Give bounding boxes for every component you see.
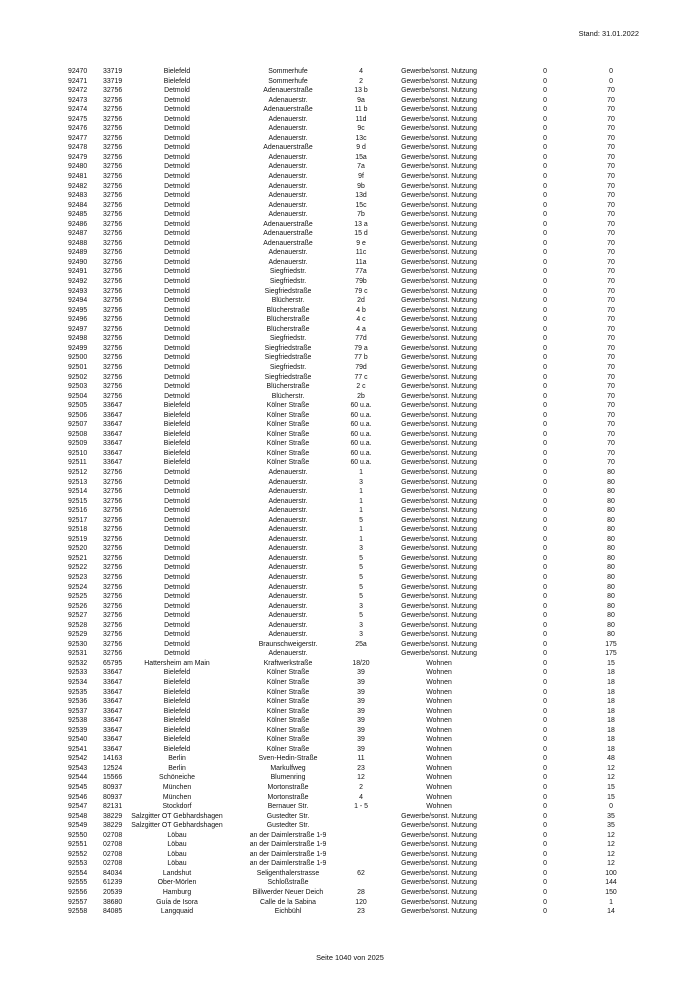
table-row: 92543 12524 Berlin Markulfweg 23 Wohnen 0 12 xyxy=(68,764,615,772)
row-plz: 32756 xyxy=(103,316,123,324)
row-id: 92478 xyxy=(68,144,88,152)
table-row: 92518 32756 Detmold Adenauerstr. 1 Gewerbe/sonst. Nutzung 0 80 xyxy=(68,526,615,534)
row-id: 92483 xyxy=(68,192,88,200)
row-plz: 65795 xyxy=(103,659,123,667)
table-row: 92496 32756 Detmold Blücherstraße 4 c Gewerbe/sonst. Nutzung 0 70 xyxy=(68,316,615,324)
row-plz: 32756 xyxy=(103,306,123,314)
row-plz: 32756 xyxy=(103,115,123,123)
table-row: 92530 32756 Detmold Braunschweigerstr. 25a Gewerbe/sonst. Nutzung 0 175 xyxy=(68,640,617,648)
row-id: 92558 xyxy=(68,908,88,916)
row-plz: 32756 xyxy=(103,640,123,648)
table-row: 92549 38229 Salzgitter OT Gebhardshagen Gustedter Str. Gewerbe/sonst. Nutzung 0 35 xyxy=(68,822,615,830)
row-plz: 33647 xyxy=(103,698,123,706)
table-row: 92481 32756 Detmold Adenauerstr. 9f Gewerbe/sonst. Nutzung 0 70 xyxy=(68,173,615,181)
table-row: 92473 32756 Detmold Adenauerstr. 9a Gewerbe/sonst. Nutzung 0 70 xyxy=(68,96,615,104)
page-footer: Seite 1040 von 2025 xyxy=(316,953,384,962)
row-id: 92521 xyxy=(68,554,88,562)
row-id: 92535 xyxy=(68,688,88,696)
row-plz: 32756 xyxy=(103,507,123,515)
table-row: 92480 32756 Detmold Adenauerstr. 7a Gewerbe/sonst. Nutzung 0 70 xyxy=(68,163,615,171)
row-id: 92515 xyxy=(68,497,88,505)
row-plz: 20539 xyxy=(103,889,123,897)
row-plz: 32756 xyxy=(103,239,123,247)
table-row: 92484 32756 Detmold Adenauerstr. 15c Gewerbe/sonst. Nutzung 0 70 xyxy=(68,201,615,209)
row-id: 92504 xyxy=(68,392,88,400)
table-row: 92552 02708 Löbau an der Daimlerstraße 1-9 Gewerbe/sonst. Nutzung 0 12 xyxy=(68,850,615,858)
row-id: 92518 xyxy=(68,526,88,534)
table-row: 92510 33647 Bielefeld Kölner Straße 60 u.a. Gewerbe/sonst. Nutzung 0 70 xyxy=(68,449,615,457)
row-id: 92505 xyxy=(68,402,88,410)
row-plz: 33719 xyxy=(103,77,123,85)
row-id: 92476 xyxy=(68,125,88,133)
table-row: 92536 33647 Bielefeld Kölner Straße 39 Wohnen 0 18 xyxy=(68,698,615,706)
table-row: 92498 32756 Detmold Siegfriedstr. 77d Gewerbe/sonst. Nutzung 0 70 xyxy=(68,335,615,343)
row-plz: 80937 xyxy=(103,784,123,792)
table-row: 92547 82131 Stockdorf Bernauer Str. 1 - 5 Wohnen 0 0 xyxy=(68,803,613,811)
row-id: 92471 xyxy=(68,77,88,85)
table-row: 92526 32756 Detmold Adenauerstr. 3 Gewerbe/sonst. Nutzung 0 80 xyxy=(68,602,615,610)
row-id: 92536 xyxy=(68,698,88,706)
table-row: 92475 32756 Detmold Adenauerstr. 11d Gewerbe/sonst. Nutzung 0 70 xyxy=(68,115,615,123)
table-row: 92503 32756 Detmold Blücherstraße 2 c Gewerbe/sonst. Nutzung 0 70 xyxy=(68,383,615,391)
row-plz: 32756 xyxy=(103,163,123,171)
row-id: 92537 xyxy=(68,707,88,715)
table-row: 92495 32756 Detmold Blücherstraße 4 b Gewerbe/sonst. Nutzung 0 70 xyxy=(68,306,615,314)
row-plz: 33647 xyxy=(103,421,123,429)
row-id: 92513 xyxy=(68,478,88,486)
row-id: 92529 xyxy=(68,631,88,639)
table-row: 92516 32756 Detmold Adenauerstr. 1 Gewerbe/sonst. Nutzung 0 80 xyxy=(68,507,615,515)
table-row: 92531 32756 Detmold Adenauerstr. Gewerbe/sonst. Nutzung 0 175 xyxy=(68,650,617,658)
table-row: 92520 32756 Detmold Adenauerstr. 3 Gewerbe/sonst. Nutzung 0 80 xyxy=(68,545,615,553)
table-row: 92504 32756 Detmold Blücherstr. 2b Gewerbe/sonst. Nutzung 0 70 xyxy=(68,392,615,400)
row-id: 92499 xyxy=(68,344,88,352)
row-plz: 32756 xyxy=(103,87,123,95)
row-plz: 32756 xyxy=(103,335,123,343)
row-id: 92534 xyxy=(68,679,88,686)
row-id: 92497 xyxy=(68,325,88,333)
row-id: 92500 xyxy=(68,354,88,362)
row-id: 92523 xyxy=(68,573,88,581)
row-plz: 32756 xyxy=(103,258,123,266)
row-plz: 32756 xyxy=(103,612,123,620)
row-plz: 32756 xyxy=(103,526,123,534)
table-row: 92501 32756 Detmold Siegfriedstr. 79d Gewerbe/sonst. Nutzung 0 70 xyxy=(68,363,615,371)
row-id: 92540 xyxy=(68,736,88,744)
row-id: 92507 xyxy=(68,421,88,429)
row-id: 92520 xyxy=(68,545,88,553)
row-id: 92527 xyxy=(68,612,88,620)
row-plz: 12524 xyxy=(103,764,123,772)
row-plz: 32756 xyxy=(103,497,123,505)
table-row: 92497 32756 Detmold Blücherstraße 4 a Gewerbe/sonst. Nutzung 0 70 xyxy=(68,325,615,333)
row-id: 92482 xyxy=(68,182,88,190)
table-row: 92477 32756 Detmold Adenauerstr. 13c Gewerbe/sonst. Nutzung 0 70 xyxy=(68,134,615,142)
row-plz: 02708 xyxy=(103,831,123,839)
row-plz: 32756 xyxy=(103,545,123,553)
table-row: 92540 33647 Bielefeld Kölner Straße 39 Wohnen 0 18 xyxy=(68,736,615,744)
row-id: 92501 xyxy=(68,363,88,371)
row-id: 92551 xyxy=(68,841,88,849)
table-row: 92551 02708 Löbau an der Daimlerstraße 1-9 Gewerbe/sonst. Nutzung 0 12 xyxy=(68,841,615,849)
row-plz: 32756 xyxy=(103,478,123,486)
row-id: 92539 xyxy=(68,726,88,734)
table-row: 92525 32756 Detmold Adenauerstr. 5 Gewerbe/sonst. Nutzung 0 80 xyxy=(68,593,615,601)
table-row: 92507 33647 Bielefeld Kölner Straße 60 u.a. Gewerbe/sonst. Nutzung 0 70 xyxy=(68,421,615,429)
row-plz: 32756 xyxy=(103,182,123,190)
row-id: 92477 xyxy=(68,134,88,142)
table-row: 92483 32756 Detmold Adenauerstr. 13d Gewerbe/sonst. Nutzung 0 70 xyxy=(68,192,615,200)
row-plz: 33647 xyxy=(103,726,123,734)
row-id: 92532 xyxy=(68,659,88,667)
table-row: 92545 80937 München Mortonstraße 2 Wohnen 0 15 xyxy=(68,784,615,792)
table-row: 92537 33647 Bielefeld Kölner Straße 39 Wohnen 0 18 xyxy=(68,707,615,715)
row-plz: 32756 xyxy=(103,573,123,581)
table-row: 92519 32756 Detmold Adenauerstr. 1 Gewerbe/sonst. Nutzung 0 80 xyxy=(68,535,615,543)
table-row: 92502 32756 Detmold Siegfriedstraße 77 c Gewerbe/sonst. Nutzung 0 70 xyxy=(68,373,615,381)
row-plz: 32756 xyxy=(103,325,123,333)
row-id: 92492 xyxy=(68,278,88,286)
row-id: 92470 xyxy=(68,68,88,75)
row-id: 92533 xyxy=(68,669,88,677)
row-id: 92514 xyxy=(68,488,88,496)
row-id: 92503 xyxy=(68,383,88,391)
row-id: 92494 xyxy=(68,297,88,305)
row-plz: 32756 xyxy=(103,153,123,161)
table-row: 92511 33647 Bielefeld Kölner Straße 60 u.a. Gewerbe/sonst. Nutzung 0 70 xyxy=(68,459,615,467)
data-table xyxy=(62,67,632,917)
row-plz: 33647 xyxy=(103,717,123,725)
table-row: 92550 02708 Löbau an der Daimlerstraße 1-9 Gewerbe/sonst. Nutzung 0 12 xyxy=(68,831,615,839)
row-plz: 38229 xyxy=(103,812,123,820)
row-plz: 32756 xyxy=(103,354,123,362)
row-plz: 32756 xyxy=(103,631,123,639)
table-row: 92492 32756 Detmold Siegfriedstr. 79b Gewerbe/sonst. Nutzung 0 70 xyxy=(68,278,615,286)
row-id: 92547 xyxy=(68,803,88,811)
row-plz: 32756 xyxy=(103,344,123,352)
row-id: 92524 xyxy=(68,583,88,591)
row-plz: 32756 xyxy=(103,268,123,276)
table-row: 92490 32756 Detmold Adenauerstr. 11a Gewerbe/sonst. Nutzung 0 70 xyxy=(68,258,615,266)
row-id: 92485 xyxy=(68,211,88,219)
row-plz: 32756 xyxy=(103,373,123,381)
table-row: 92515 32756 Detmold Adenauerstr. 1 Gewerbe/sonst. Nutzung 0 80 xyxy=(68,497,615,505)
row-id: 92531 xyxy=(68,650,88,658)
row-plz: 32756 xyxy=(103,192,123,200)
row-plz: 32756 xyxy=(103,621,123,629)
stand-date: Stand: 31.01.2022 xyxy=(578,29,639,38)
row-id: 92516 xyxy=(68,507,88,515)
table-row: 92554 84034 Landshut Seligenthalerstrasse 62 Gewerbe/sonst. Nutzung 0 100 xyxy=(68,869,617,877)
table-row: 92539 33647 Bielefeld Kölner Straße 39 Wohnen 0 18 xyxy=(68,726,615,734)
row-plz: 32756 xyxy=(103,593,123,601)
table-row: 92472 32756 Detmold Adenauerstraße 13 b Gewerbe/sonst. Nutzung 0 70 xyxy=(68,87,615,95)
row-id: 92554 xyxy=(68,869,88,877)
row-id: 92489 xyxy=(68,249,88,257)
row-plz: 32756 xyxy=(103,297,123,305)
table-row: 92529 32756 Detmold Adenauerstr. 3 Gewerbe/sonst. Nutzung 0 80 xyxy=(68,631,615,639)
table-row: 92479 32756 Detmold Adenauerstr. 15a Gewerbe/sonst. Nutzung 0 70 xyxy=(68,153,615,161)
table-row: 92494 32756 Detmold Blücherstr. 2d Gewerbe/sonst. Nutzung 0 70 xyxy=(68,297,615,305)
row-id: 92491 xyxy=(68,268,88,276)
row-plz: 33647 xyxy=(103,669,123,677)
table-row: 92538 33647 Bielefeld Kölner Straße 39 Wohnen 0 18 xyxy=(68,717,615,725)
row-plz: 61239 xyxy=(103,879,123,887)
table-row: 92522 32756 Detmold Adenauerstr. 5 Gewerbe/sonst. Nutzung 0 80 xyxy=(68,564,615,572)
row-id: 92543 xyxy=(68,764,88,772)
row-plz: 32756 xyxy=(103,249,123,257)
row-id: 92545 xyxy=(68,784,88,792)
row-id: 92549 xyxy=(68,822,88,830)
row-id: 92474 xyxy=(68,106,88,114)
row-plz: 32756 xyxy=(103,602,123,610)
row-id: 92541 xyxy=(68,745,88,753)
row-id: 92525 xyxy=(68,593,88,601)
row-id: 92472 xyxy=(68,87,88,95)
row-plz: 32756 xyxy=(103,220,123,228)
table-row: 92533 33647 Bielefeld Kölner Straße 39 Wohnen 0 18 xyxy=(68,669,615,677)
table-row: 92476 32756 Detmold Adenauerstr. 9c Gewerbe/sonst. Nutzung 0 70 xyxy=(68,125,615,133)
row-id: 92552 xyxy=(68,850,88,858)
row-plz: 33647 xyxy=(103,745,123,753)
row-id: 92475 xyxy=(68,115,88,123)
row-plz: 14163 xyxy=(103,755,123,763)
table-row: 92508 33647 Bielefeld Kölner Straße 60 u.a. Gewerbe/sonst. Nutzung 0 70 xyxy=(68,430,615,438)
row-id: 92542 xyxy=(68,755,88,763)
row-id: 92530 xyxy=(68,640,88,648)
row-id: 92481 xyxy=(68,173,88,181)
row-id: 92556 xyxy=(68,889,88,897)
row-id: 92522 xyxy=(68,564,88,572)
table-row: 92541 33647 Bielefeld Kölner Straße 39 Wohnen 0 18 xyxy=(68,745,615,753)
row-id: 92484 xyxy=(68,201,88,209)
row-plz: 33647 xyxy=(103,679,123,686)
row-id: 92490 xyxy=(68,258,88,266)
table-row: 92517 32756 Detmold Adenauerstr. 5 Gewerbe/sonst. Nutzung 0 80 xyxy=(68,516,615,524)
row-id: 92508 xyxy=(68,430,88,438)
table-row: 92558 84085 Langquaid Eichbühl 23 Gewerbe/sonst. Nutzung 0 14 xyxy=(68,908,615,916)
row-plz: 32756 xyxy=(103,125,123,133)
row-id: 92510 xyxy=(68,449,88,457)
table-row: 92528 32756 Detmold Adenauerstr. 3 Gewerbe/sonst. Nutzung 0 80 xyxy=(68,621,615,629)
row-id: 92498 xyxy=(68,335,88,343)
row-id: 92548 xyxy=(68,812,88,820)
row-plz: 32756 xyxy=(103,230,123,238)
table-row: 92523 32756 Detmold Adenauerstr. 5 Gewerbe/sonst. Nutzung 0 80 xyxy=(68,573,615,581)
table-row: 92509 33647 Bielefeld Kölner Straße 60 u.a. Gewerbe/sonst. Nutzung 0 70 xyxy=(68,440,615,448)
table-row: 92500 32756 Detmold Siegfriedstraße 77 b Gewerbe/sonst. Nutzung 0 70 xyxy=(68,354,615,362)
table-row: 92506 33647 Bielefeld Kölner Straße 60 u.a. Gewerbe/sonst. Nutzung 0 70 xyxy=(68,411,615,419)
table-row: 92557 38680 Guía de Isora Calle de la Sabina 120 Gewerbe/sonst. Nutzung 0 1 xyxy=(68,898,613,906)
row-plz: 02708 xyxy=(103,850,123,858)
table-row: 92534 33647 Bielefeld Kölner Straße 39 Wohnen 0 18 xyxy=(68,679,615,686)
row-plz: 32756 xyxy=(103,201,123,209)
table-row: 92478 32756 Detmold Adenauerstraße 9 d Gewerbe/sonst. Nutzung 0 70 xyxy=(68,144,615,152)
row-plz: 32756 xyxy=(103,173,123,181)
row-id: 92538 xyxy=(68,717,88,725)
table-row: 92485 32756 Detmold Adenauerstr. 7b Gewerbe/sonst. Nutzung 0 70 xyxy=(68,211,615,219)
table-row: 92555 61239 Ober-Mörlen Schloßstraße Gewerbe/sonst. Nutzung 0 144 xyxy=(68,879,617,887)
row-plz: 32756 xyxy=(103,488,123,496)
table-row: 92513 32756 Detmold Adenauerstr. 3 Gewerbe/sonst. Nutzung 0 80 xyxy=(68,478,615,486)
table-row: 92487 32756 Detmold Adenauerstraße 15 d Gewerbe/sonst. Nutzung 0 70 xyxy=(68,230,615,238)
row-plz: 33719 xyxy=(103,68,123,75)
table-row: 92486 32756 Detmold Adenauerstraße 13 a Gewerbe/sonst. Nutzung 0 70 xyxy=(68,220,615,228)
row-id: 92473 xyxy=(68,96,88,104)
table-row: 92532 65795 Hattersheim am Main Kraftwerkstraße 18/20 Wohnen 0 15 xyxy=(68,659,615,667)
row-plz: 32756 xyxy=(103,106,123,114)
row-plz: 38229 xyxy=(103,822,123,830)
row-plz: 02708 xyxy=(103,860,123,868)
table-row: 92470 33719 Bielefeld Sommerhufe 4 Gewerbe/sonst. Nutzung 0 0 xyxy=(68,68,613,75)
row-plz: 32756 xyxy=(103,468,123,476)
row-plz: 32756 xyxy=(103,535,123,543)
table-row: 92505 33647 Bielefeld Kölner Straße 60 u.a. Gewerbe/sonst. Nutzung 0 70 xyxy=(68,402,615,410)
row-id: 92506 xyxy=(68,411,88,419)
row-id: 92546 xyxy=(68,793,88,801)
row-plz: 32756 xyxy=(103,564,123,572)
row-plz: 33647 xyxy=(103,459,123,467)
row-id: 92517 xyxy=(68,516,88,524)
table-row: 92542 14163 Berlin Sven-Hedin-Straße 11 Wohnen 0 48 xyxy=(68,755,615,763)
row-plz: 33647 xyxy=(103,402,123,410)
table-row: 92474 32756 Detmold Adenauerstraße 11 b Gewerbe/sonst. Nutzung 0 70 xyxy=(68,106,615,114)
table-row: 92482 32756 Detmold Adenauerstr. 9b Gewerbe/sonst. Nutzung 0 70 xyxy=(68,182,615,190)
row-plz: 80937 xyxy=(103,793,123,801)
row-id: 92493 xyxy=(68,287,88,295)
row-plz: 33647 xyxy=(103,688,123,696)
row-id: 92479 xyxy=(68,153,88,161)
row-plz: 38680 xyxy=(103,898,123,906)
table-row: 92548 38229 Salzgitter OT Gebhardshagen Gustedter Str. Gewerbe/sonst. Nutzung 0 35 xyxy=(68,812,615,820)
row-id: 92509 xyxy=(68,440,88,448)
table-row: 92556 20539 Hamburg Billwerder Neuer Deich 28 Gewerbe/sonst. Nutzung 0 150 xyxy=(68,889,617,897)
table-row: 92524 32756 Detmold Adenauerstr. 5 Gewerbe/sonst. Nutzung 0 80 xyxy=(68,583,615,591)
row-plz: 32756 xyxy=(103,554,123,562)
row-id: 92487 xyxy=(68,230,88,238)
table-row: 92553 02708 Löbau an der Daimlerstraße 1-9 Gewerbe/sonst. Nutzung 0 12 xyxy=(68,860,615,868)
row-plz: 32756 xyxy=(103,96,123,104)
row-id: 92550 xyxy=(68,831,88,839)
row-id: 92553 xyxy=(68,860,88,868)
row-id: 92519 xyxy=(68,535,88,543)
table-row: 92512 32756 Detmold Adenauerstr. 1 Gewerbe/sonst. Nutzung 0 80 xyxy=(68,468,615,476)
row-plz: 32756 xyxy=(103,134,123,142)
row-plz: 33647 xyxy=(103,430,123,438)
row-id: 92480 xyxy=(68,163,88,171)
table-row: 92527 32756 Detmold Adenauerstr. 5 Gewerbe/sonst. Nutzung 0 80 xyxy=(68,612,615,620)
row-plz: 32756 xyxy=(103,287,123,295)
row-id: 92526 xyxy=(68,602,88,610)
row-plz: 32756 xyxy=(103,144,123,152)
row-id: 92555 xyxy=(68,879,88,887)
table-row: 92499 32756 Detmold Siegfriedstraße 79 a Gewerbe/sonst. Nutzung 0 70 xyxy=(68,344,615,352)
row-plz: 33647 xyxy=(103,736,123,744)
row-plz: 32756 xyxy=(103,392,123,400)
row-id: 92496 xyxy=(68,316,88,324)
row-id: 92512 xyxy=(68,468,88,476)
row-id: 92502 xyxy=(68,373,88,381)
row-id: 92511 xyxy=(68,459,87,467)
row-id: 92544 xyxy=(68,774,88,782)
table-row: 92535 33647 Bielefeld Kölner Straße 39 Wohnen 0 18 xyxy=(68,688,615,696)
row-plz: 32756 xyxy=(103,583,123,591)
row-plz: 33647 xyxy=(103,449,123,457)
table-row: 92546 80937 München Mortonstraße 4 Wohnen 0 15 xyxy=(68,793,615,801)
row-plz: 33647 xyxy=(103,707,123,715)
row-plz: 33647 xyxy=(103,440,123,448)
row-id: 92557 xyxy=(68,898,88,906)
table-row: 92514 32756 Detmold Adenauerstr. 1 Gewerbe/sonst. Nutzung 0 80 xyxy=(68,488,615,496)
table-row: 92471 33719 Bielefeld Sommerhufe 2 Gewerbe/sonst. Nutzung 0 0 xyxy=(68,77,613,85)
table-row: 92488 32756 Detmold Adenauerstraße 9 e Gewerbe/sonst. Nutzung 0 70 xyxy=(68,239,615,247)
row-id: 92495 xyxy=(68,306,88,314)
row-plz: 15566 xyxy=(103,774,123,782)
table-row: 92521 32756 Detmold Adenauerstr. 5 Gewerbe/sonst. Nutzung 0 80 xyxy=(68,554,615,562)
row-plz: 32756 xyxy=(103,516,123,524)
row-plz: 32756 xyxy=(103,383,123,391)
table-row: 92489 32756 Detmold Adenauerstr. 11c Gewerbe/sonst. Nutzung 0 70 xyxy=(68,249,615,257)
row-id: 92528 xyxy=(68,621,88,629)
row-id: 92488 xyxy=(68,239,88,247)
row-id: 92486 xyxy=(68,220,88,228)
row-plz: 02708 xyxy=(103,841,123,849)
table-row: 92491 32756 Detmold Siegfriedstr. 77a Gewerbe/sonst. Nutzung 0 70 xyxy=(68,268,615,276)
row-plz: 32756 xyxy=(103,211,123,219)
row-plz: 82131 xyxy=(103,803,123,811)
table-row: 92544 15566 Schöneiche Blumenring 12 Wohnen 0 12 xyxy=(68,774,615,782)
row-plz: 84085 xyxy=(103,908,123,916)
row-plz: 32756 xyxy=(103,650,123,658)
row-plz: 32756 xyxy=(103,278,123,286)
row-plz: 32756 xyxy=(103,363,123,371)
table-row: 92493 32756 Detmold Siegfriedstraße 79 c Gewerbe/sonst. Nutzung 0 70 xyxy=(68,287,615,295)
row-plz: 33647 xyxy=(103,411,123,419)
row-plz: 84034 xyxy=(103,869,123,877)
